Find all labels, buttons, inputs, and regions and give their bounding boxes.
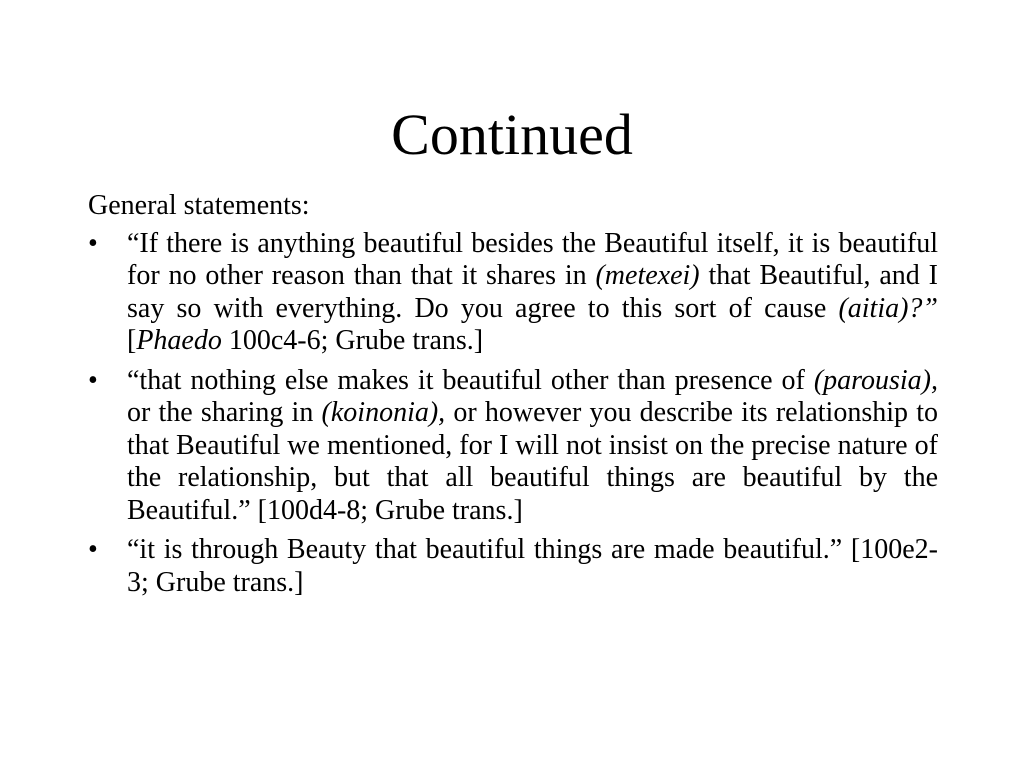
slide-title: Continued [391, 102, 633, 167]
bullet-marker: • [88, 364, 98, 396]
bullet-text: or however you describe its relationship to that Beautiful we mentioned, for I will not insist on the precise nature of the relationship, but that all beautiful things are beautiful by the Beautiful.” [100d4-8; Grube trans.] [127, 397, 938, 526]
bullet-text: that Beautiful, and I say so with everything. Do you agree to this sort of cause [127, 260, 938, 324]
bullet-text: “If there is anything beautiful besides the Beautiful itself, it is beautiful for no other reason than that it shares in [127, 227, 938, 291]
italic-text: Phaedo [136, 325, 222, 356]
bullet-marker: • [88, 227, 98, 259]
italic-text: (parousia), [813, 364, 938, 396]
italic-text: (metexei) [595, 260, 700, 291]
bullet-text: or the sharing in [127, 397, 322, 428]
slide-content [88, 190, 938, 606]
bullet-text: [ [127, 325, 137, 356]
bullet-text: “it is through Beauty that beautiful things are made beautiful.” [100e2-3; Grube trans.] [127, 534, 938, 598]
bullet-text: 100c4-6; Grube trans.] [221, 325, 484, 356]
bullet-item [88, 228, 938, 358]
bullet-marker: • [88, 534, 98, 565]
italic-text: (koinonia), [321, 397, 446, 428]
italic-text: (aitia)?” [838, 292, 938, 324]
intro-text: General statements: [88, 190, 310, 221]
bullet-item [88, 534, 938, 599]
bullet-list [88, 228, 938, 600]
bullet-item [88, 365, 938, 528]
bullet-text: “that nothing else makes it beautiful other than presence of [127, 364, 814, 396]
